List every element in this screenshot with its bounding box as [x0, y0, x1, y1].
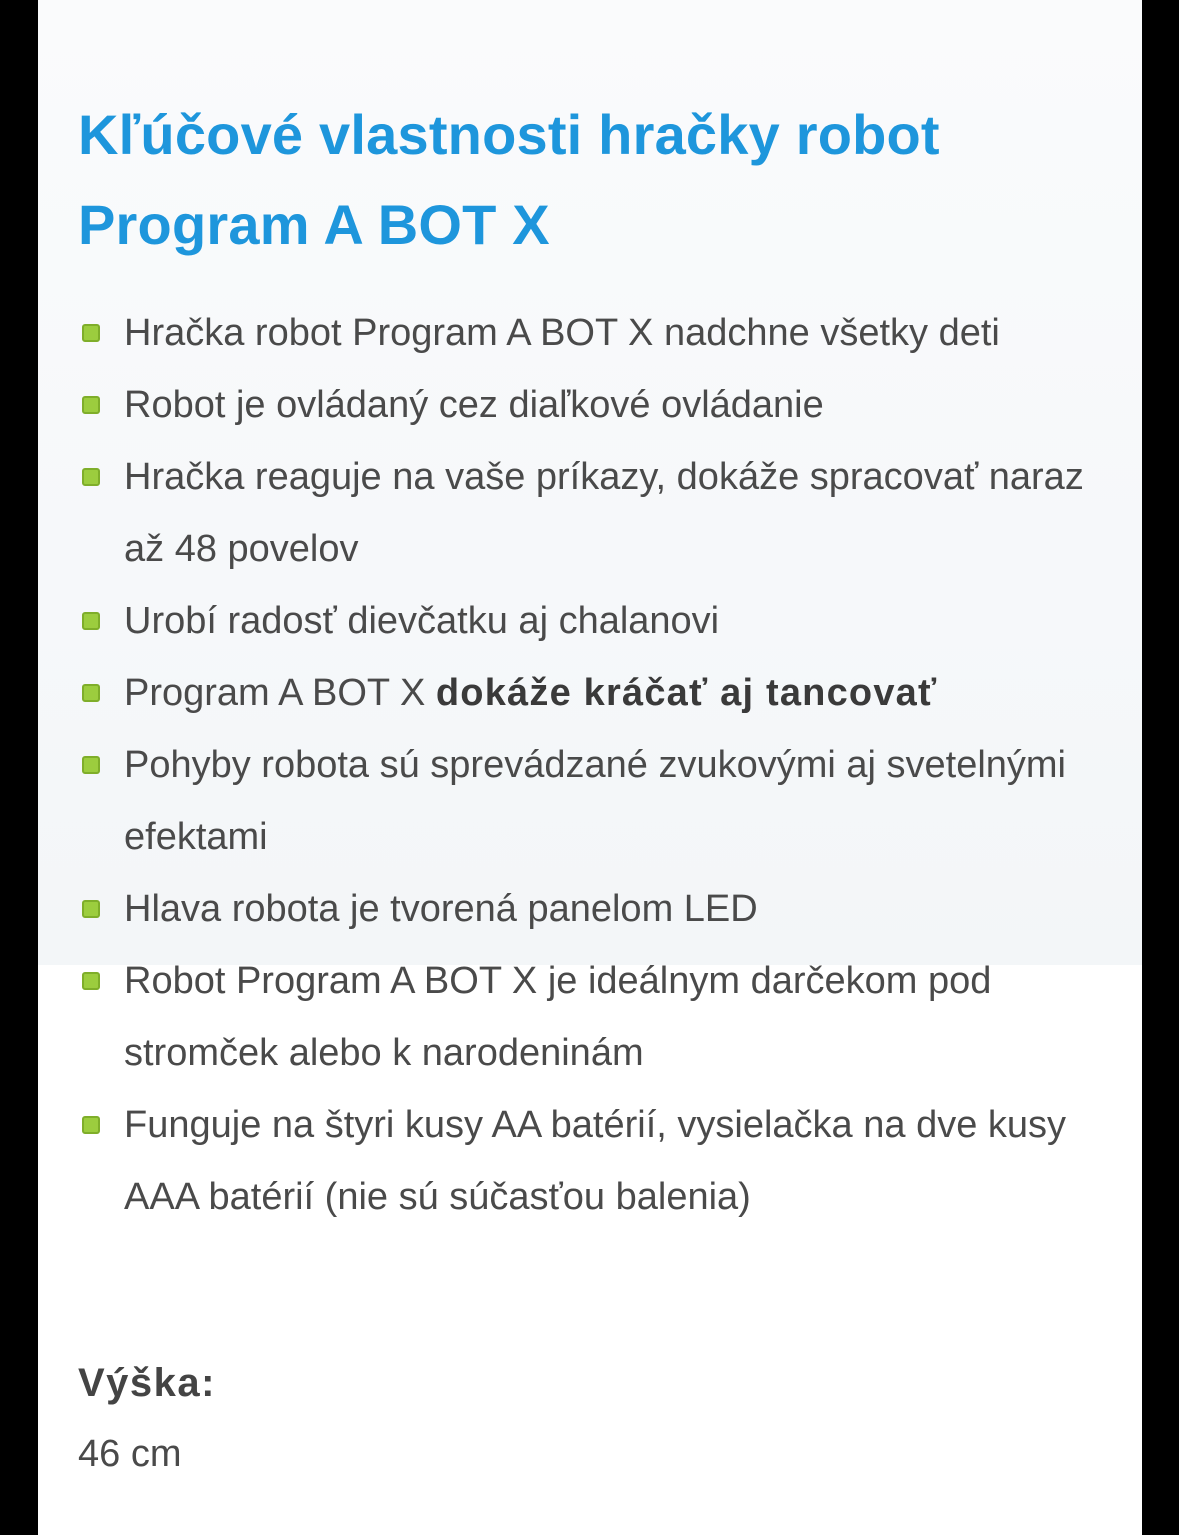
- list-item: [78, 369, 1108, 441]
- square-bullet-icon: [82, 684, 100, 702]
- list-item: [78, 297, 1108, 369]
- list-item: [78, 441, 1108, 585]
- list-item: [78, 1089, 1108, 1233]
- feature-text: Pohyby robota sú sprevádzané zvukovými aj svetelnými efektami: [124, 744, 1067, 858]
- square-bullet-icon: [82, 396, 100, 414]
- feature-list: [78, 297, 1108, 1233]
- height-value: 46 cm: [78, 1433, 182, 1475]
- feature-text: Hlava robota je tvorená panelom LED: [124, 888, 758, 930]
- square-bullet-icon: [82, 900, 100, 918]
- feature-text: Hračka robot Program A BOT X nadchne všetky deti: [124, 312, 1000, 354]
- square-bullet-icon: [82, 1116, 100, 1134]
- feature-text: Urobí radosť dievčatku aj chalanovi: [124, 600, 720, 642]
- feature-text: Robot Program A BOT X je ideálnym darčekom pod stromček alebo k narodeninám: [124, 960, 992, 1074]
- height-label: Výška:: [78, 1361, 216, 1405]
- product-description-page: [38, 0, 1142, 1535]
- square-bullet-icon: [82, 324, 100, 342]
- list-item: [78, 945, 1108, 1089]
- feature-text: Hračka reaguje na vaše príkazy, dokáže spracovať naraz až 48 povelov: [124, 456, 1084, 570]
- list-item: [78, 657, 1108, 729]
- square-bullet-icon: [82, 972, 100, 990]
- square-bullet-icon: [82, 468, 100, 486]
- section-title: Kľúčové vlastnosti hračky robot Program A BOT X: [78, 103, 940, 256]
- list-item: [78, 585, 1108, 657]
- list-item: [78, 873, 1108, 945]
- feature-text: Robot je ovládaný cez diaľkové ovládanie: [124, 384, 824, 426]
- square-bullet-icon: [82, 612, 100, 630]
- feature-text: [124, 672, 937, 714]
- feature-text-regular: Program A BOT X: [124, 672, 436, 714]
- list-item: [78, 729, 1108, 873]
- feature-text: Funguje na štyri kusy AA batérií, vysielačka na dve kusy AAA batérií (nie sú súčasťou balenia): [124, 1104, 1067, 1218]
- square-bullet-icon: [82, 756, 100, 774]
- feature-text-bold: dokáže kráčať aj tancovať: [435, 672, 938, 714]
